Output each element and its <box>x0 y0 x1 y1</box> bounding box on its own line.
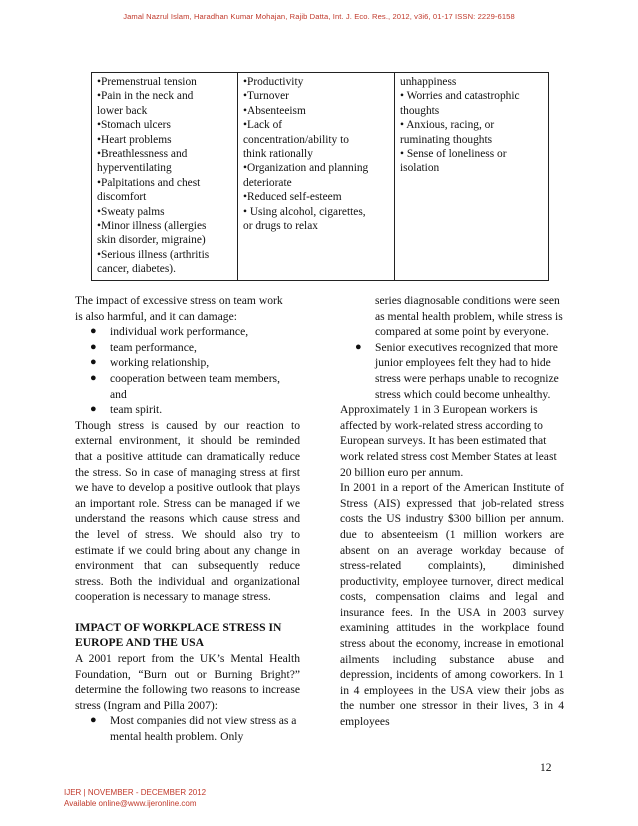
table-cell-line: • Sense of loneliness or <box>400 148 507 161</box>
right-column <box>340 293 564 730</box>
intro-line-1: The impact of excessive stress on team work <box>75 294 283 307</box>
table-cell-line: •Organization and planning <box>243 162 369 175</box>
bullet-icon: ● <box>355 340 362 353</box>
table-cell-line: ruminating thoughts <box>400 133 493 146</box>
table-cell-line: •Reduced self-esteem <box>243 191 342 204</box>
bullet-icon: ● <box>90 371 97 384</box>
table-cell-line: •Serious illness (arthritis <box>97 248 210 261</box>
table-cell-line: cancer, diabetes). <box>97 263 176 276</box>
table-cell-line: unhappiness <box>400 76 457 88</box>
list-item: ● cooperation between team members, <box>90 371 280 385</box>
table-cell-line: •Premenstrual tension <box>97 76 197 88</box>
list-item: ● Senior executives recognized that more junior employees felt they had to hide stress were perhaps unable to recognize stress which could become unhealthy. <box>355 340 559 401</box>
bullet-icon: ● <box>90 340 97 353</box>
table-cell-line: • Anxious, racing, or <box>400 119 495 132</box>
table-cell-line: thoughts <box>400 104 440 117</box>
table-cell-line: •Heart problems <box>97 133 172 146</box>
list-item-continuation: and <box>110 387 127 401</box>
table-cell-line: skin disorder, migraine) <box>97 234 206 247</box>
section-heading: IMPACT OF WORKPLACE STRESS IN EUROPE AND THE USA <box>75 620 282 650</box>
table-cell-line: think rationally <box>243 148 313 161</box>
table-cell-line: •Turnover <box>243 90 289 103</box>
bullet-icon: ● <box>90 356 97 369</box>
table-cell-line: • Worries and catastrophic <box>400 90 520 103</box>
european-workers-paragraph: Approximately 1 in 3 European workers is affected by work-related stress according to European surveys. It has been estimated that work related stress cost Member States at least 20 billion euro per annum. <box>340 403 557 479</box>
table-cell-emotional-symptoms <box>395 73 549 281</box>
page-number: 12 <box>540 762 552 774</box>
bullet-icon: ● <box>90 325 97 338</box>
table-cell-physical-symptoms <box>92 73 238 281</box>
table-cell-line: isolation <box>400 162 440 175</box>
reason-continuation: series diagnosable conditions were seen as mental health problem, while stress is compared at some point by everyone. <box>375 294 563 339</box>
list-item: ● working relationship, <box>90 356 210 370</box>
left-column <box>75 293 300 745</box>
table-cell-line: concentration/ability to <box>243 133 349 146</box>
usa-stress-paragraph: In 2001 in a report of the American Institute of Stress (AIS) expressed that job-related stress costs the US industry $300 billion per annum. due to absenteeism (1 million workers are absent on an average workday because of stress-related complaints), diminished productivity, employee turnover, direct medical costs, compensation claims and legal and insurance fees. In the USA in 2003 survey examining attitudes in the workplace found stress about the economy, increase in emotional ailments including substance abuse and depression, incidents of among coworkers. In 1 in 4 employees in the USA view their jobs as the number one stressor in their lives, 3 in 4 employees <box>340 481 564 729</box>
journal-issue: IJER | NOVEMBER - DECEMBER 2012 <box>64 788 207 797</box>
intro-line-2: is also harmful, and it can damage: <box>75 309 237 323</box>
table-row <box>92 73 549 281</box>
reasons-list <box>75 713 300 744</box>
damage-list <box>75 324 300 386</box>
table-cell-line: •Palpitations and chest <box>97 176 201 189</box>
bullet-icon: ● <box>90 714 97 727</box>
list-item: ● team performance, <box>90 340 197 354</box>
table-cell-line: hyperventilating <box>97 162 172 175</box>
table-cell-line: deteriorate <box>243 176 292 189</box>
reasons-list-continued <box>340 340 564 402</box>
stress-symptoms-table <box>91 72 549 281</box>
table-cell-line: •Absenteeism <box>243 104 306 117</box>
table-cell-line: •Lack of <box>243 119 283 132</box>
mental-health-report-paragraph: A 2001 report from the UK’s Mental Health Foundation, “Burn out or Burning Bright?” determine the following two reasons to increase stress (Ingram and Pilla 2007): <box>75 652 300 712</box>
list-item: ● individual work performance, <box>90 325 249 339</box>
table-cell-line: •Stomach ulcers <box>97 119 171 132</box>
table-cell-line: lower back <box>97 104 148 117</box>
stress-management-paragraph: Though stress is caused by our reaction to external environment, it should be reminded that a positive attitude can dramatically reduce the stress. So in case of managing stress at first we have to develop a positive outlook that plays an important role. Stress can be managed if we understand the reasons which cause stress and the level of stress. We should also try to estimate if we could bring about any change in environment that can subsequently reduce stress. Both the individual and organizational cooperation is necessary to manage stress. <box>75 418 300 604</box>
table-cell-line: discomfort <box>97 191 147 204</box>
journal-website: Available online@www.ijeronline.com <box>64 799 197 808</box>
table-cell-line: or drugs to relax <box>243 220 318 233</box>
table-cell-line: •Breathlessness and <box>97 148 188 161</box>
table-cell-line: •Productivity <box>243 76 304 88</box>
list-item: ● team spirit. <box>90 403 163 417</box>
table-cell-line: •Pain in the neck and <box>97 90 194 103</box>
table-cell-line: •Sweaty palms <box>97 205 165 218</box>
footer <box>64 787 206 809</box>
table-cell-behavioural-symptoms <box>238 73 395 281</box>
running-header: Jamal Nazrul Islam, Haradhan Kumar Mohajan, Rajib Datta, Int. J. Eco. Res., 2012, v3i6, 01-17 ISSN: 2229-6158 <box>123 12 515 21</box>
damage-list-last <box>75 402 300 418</box>
bullet-icon: ● <box>90 403 97 416</box>
list-item: ● Most companies did not view stress as a mental health problem. Only <box>90 714 297 744</box>
table-cell-line: •Minor illness (allergies <box>97 220 207 233</box>
table-cell-line: • Using alcohol, cigarettes, <box>243 205 366 218</box>
